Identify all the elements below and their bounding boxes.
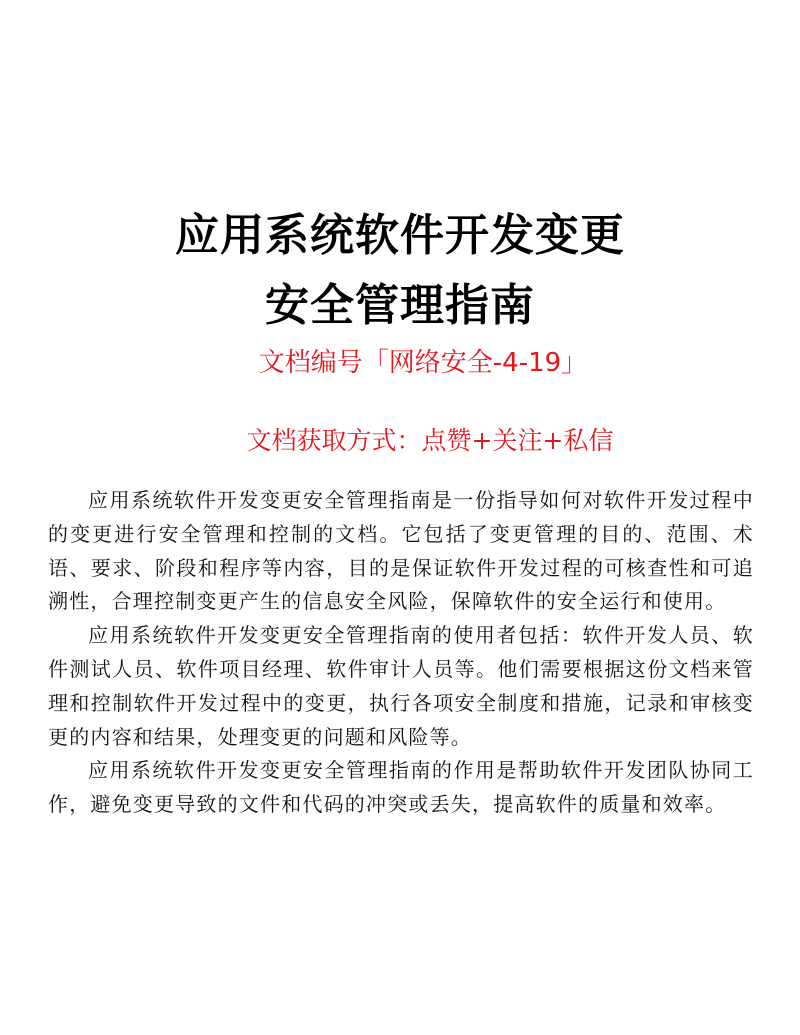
document-acquire-method: 文档获取方式：点赞+关注+私信 bbox=[246, 426, 614, 455]
document-number: 文档编号「网络安全-4-19」 bbox=[258, 348, 588, 378]
body-paragraph-1: 应用系统软件开发变更安全管理指南是一份指导如何对软件开发过程中的变更进行安全管理和控制的文档。它包括了变更管理的目的、范围、术语、要求、阶段和程序等内容，目的是保证软件开发过程的可核查性和可追溯性，合理控制变更产生的信息安全风险，保障软件的安全运行和使用。 bbox=[48, 488, 754, 614]
document-title-line-2: 安全管理指南 bbox=[265, 280, 535, 331]
document-body bbox=[48, 484, 754, 822]
body-paragraph-2: 应用系统软件开发变更安全管理指南的使用者包括：软件开发人员、软件测试人员、软件项目经理、软件审计人员等。他们需要根据这份文档来管理和控制软件开发过程中的变更，执行各项安全制度和措施，记录和审核变更的内容和结果，处理变更的问题和风险等。 bbox=[48, 623, 754, 749]
body-paragraph-3: 应用系统软件开发变更安全管理指南的作用是帮助软件开发团队协同工作，避免变更导致的文件和代码的冲突或丢失，提高软件的质量和效率。 bbox=[48, 758, 754, 817]
document-title-line-1: 应用系统软件开发变更 bbox=[175, 210, 625, 261]
